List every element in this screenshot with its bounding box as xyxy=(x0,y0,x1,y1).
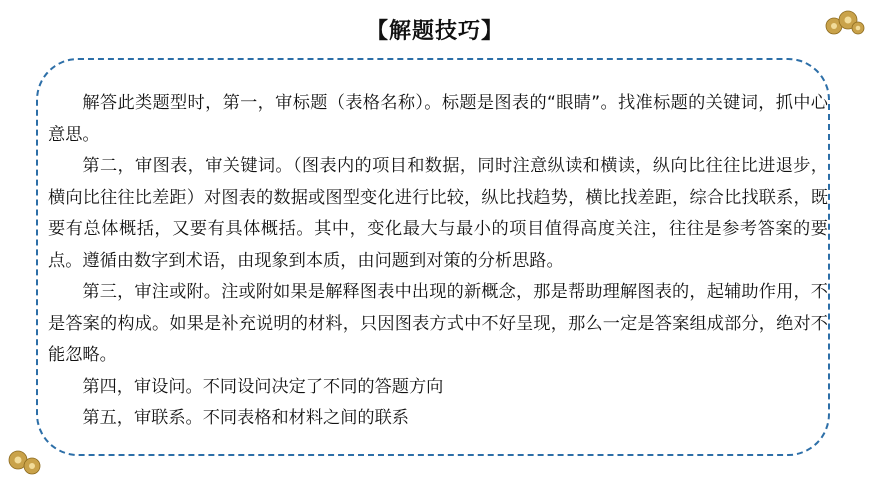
flower-cluster-icon xyxy=(6,448,46,482)
paragraph-2: 第二，审图表，审关键词。（图表内的项目和数据，同时注意纵读和横读，纵向比往往比进退步，横向比往往比差距）对图表的数据或图型变化进行比较，纵比找趋势，横比找差距，综合比找联系，既要有总体概括，又要有具体概括。其中，变化最大与最小的项目值得高度关注，往往是参考答案的要点。遵循由数字到术语，由现象到本质，由问题到对策的分析思路。 xyxy=(48,156,828,271)
paragraph-1: 解答此类题型时，第一，审标题（表格名称）。标题是图表的“眼睛”。找准标题的关键词，抓中心意思。 xyxy=(48,93,828,145)
paragraph-3: 第三，审注或附。注或附如果是解释图表中出现的新概念，那是帮助理解图表的，起辅助作用，不是答案的构成。如果是补充说明的材料，只因图表方式中不好呈现，那么一定是答案组成部分，绝对不能忽略。 xyxy=(48,282,828,365)
tips-content xyxy=(48,88,828,435)
paragraph-5: 第五，审联系。不同表格和材料之间的联系 xyxy=(82,408,409,428)
page-title: 【解题技巧】 xyxy=(365,19,504,44)
flower-cluster-icon xyxy=(824,8,866,42)
paragraph-4: 第四，审设问。不同设问决定了不同的答题方向 xyxy=(82,376,444,397)
